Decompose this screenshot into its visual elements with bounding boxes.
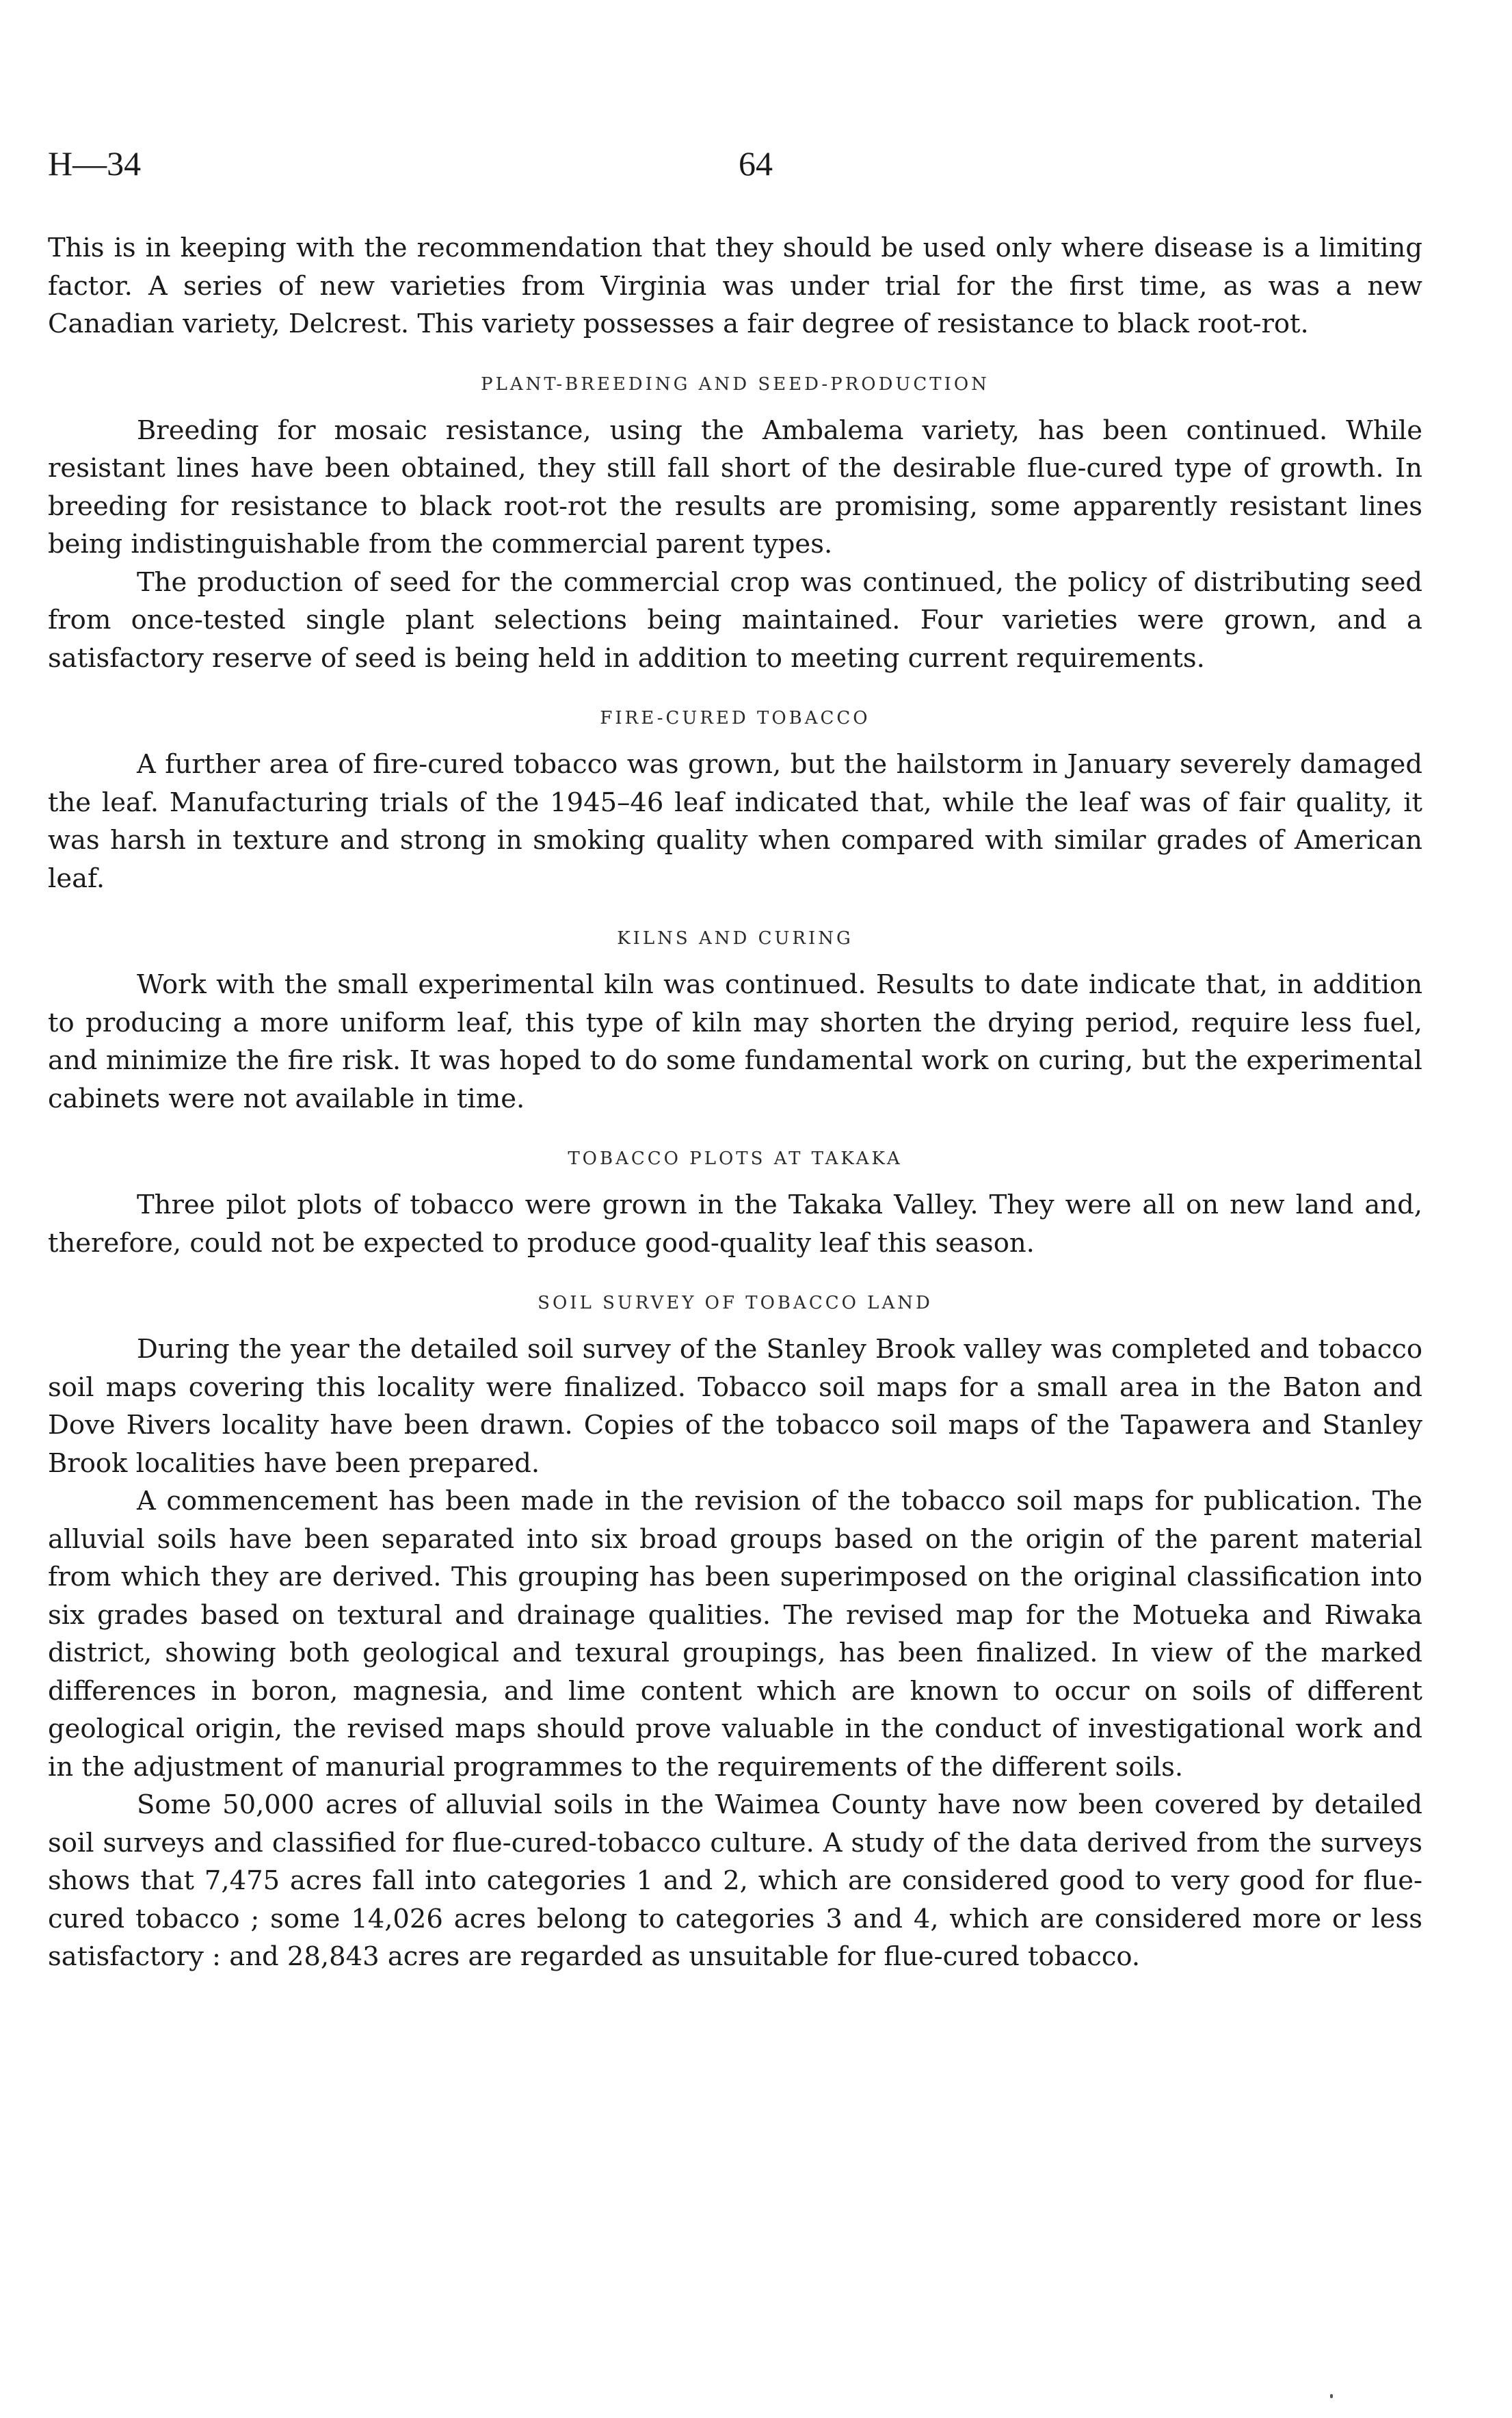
paragraph: The production of seed for the commercial crop was continued, the policy of distributing seed from once-tested single plant selections being maintained. Four varieties were grown, and a satisfactory reserve of seed is being held in addition to meeting current requirements. bbox=[48, 566, 1422, 674]
print-speck bbox=[1330, 2394, 1333, 2398]
section-plant-breeding bbox=[48, 371, 1422, 678]
document-code: H—34 bbox=[48, 144, 142, 183]
section-heading: KILNS AND CURING bbox=[617, 928, 853, 949]
paragraph: Three pilot plots of tobacco were grown in the Takaka Valley. They were all on new land and, therefore, could not be expected to produce good-quality leaf this season. bbox=[48, 1190, 1422, 1259]
section-heading: PLANT-BREEDING AND SEED-PRODUCTION bbox=[481, 373, 990, 395]
intro-paragraph: This is in keeping with the recommendation that they should be used only where disease is a limiting factor. A series of new varieties from Virginia was under trial for the first time, as was a new Canadian variety, Delcrest. This variety possesses a fair degree of resistance to black root-rot. bbox=[48, 233, 1422, 339]
section-heading: SOIL SURVEY OF TOBACCO LAND bbox=[538, 1293, 933, 1313]
page-header bbox=[41, 144, 1470, 192]
page-number: 64 bbox=[739, 144, 773, 183]
section-kilns-and-curing bbox=[48, 925, 1422, 1118]
paragraph: During the year the detailed soil survey of the Stanley Brook valley was completed and tobacco soil maps covering this locality were finalized. Tobacco soil maps for a small area in the Baton and Dove Rivers locality have been drawn. Copies of the tobacco soil maps of the Tapawera and Stanley Brook localities have been prepared. bbox=[48, 1334, 1422, 1479]
section-tobacco-plots-takaka bbox=[48, 1145, 1422, 1262]
section-fire-cured-tobacco bbox=[48, 705, 1422, 897]
paragraph: Work with the small experimental kiln was continued. Results to date indicate that, in addition to producing a more uniform leaf, this type of kiln may shorten the drying period, require less fuel, and minimize the fire risk. It was hoped to do some fundamental work on curing, but the experimental cabinets were not available in time. bbox=[48, 969, 1422, 1114]
section-soil-survey bbox=[48, 1289, 1422, 1976]
document-body bbox=[48, 229, 1422, 1976]
paragraph: A further area of fire-cured tobacco was grown, but the hailstorm in January severely damaged the leaf. Manufacturing trials of the 1945–46 leaf indicated that, while the leaf was of fair quality, it was harsh in texture and strong in smoking quality when compared with similar grades of American leaf. bbox=[48, 749, 1422, 894]
section-heading: TOBACCO PLOTS AT TAKAKA bbox=[568, 1148, 903, 1169]
paragraph: Some 50,000 acres of alluvial soils in the Waimea County have now been covered by detailed soil surveys and classified for flue-cured-tobacco culture. A study of the data derived from the surveys shows that 7,475 acres fall into categories 1 and 2, which are considered good to very good for flue-cured tobacco ; some 14,026 acres belong to categories 3 and 4, which are considered more or less satisfactory : and 28,843 acres are regarded as unsuitable for flue-cured tobacco. bbox=[48, 1789, 1422, 1972]
section-heading: FIRE-CURED TOBACCO bbox=[600, 708, 871, 728]
paragraph: Breeding for mosaic resistance, using the Ambalema variety, has been continued. While resistant lines have been obtained, they still fall short of the desirable flue-cured type of growth. In breeding for resistance to black root-rot the results are promising, some apparently resistant lines being indistinguishable from the commercial parent types. bbox=[48, 415, 1422, 560]
paragraph: A commencement has been made in the revision of the tobacco soil maps for publication. The alluvial soils have been separated into six broad groups based on the origin of the parent material from which they are derived. This grouping has been superimposed on the original classification into six grades based on textural and drainage qualities. The revised map for the Motueka and Riwaka district, showing both geological and texural groupings, has been finalized. In view of the marked differences in boron, magnesia, and lime content which are known to occur on soils of different geological origin, the revised maps should prove valuable in the conduct of investigational work and in the adjustment of manurial programmes to the requirements of the different soils. bbox=[48, 1486, 1422, 1783]
